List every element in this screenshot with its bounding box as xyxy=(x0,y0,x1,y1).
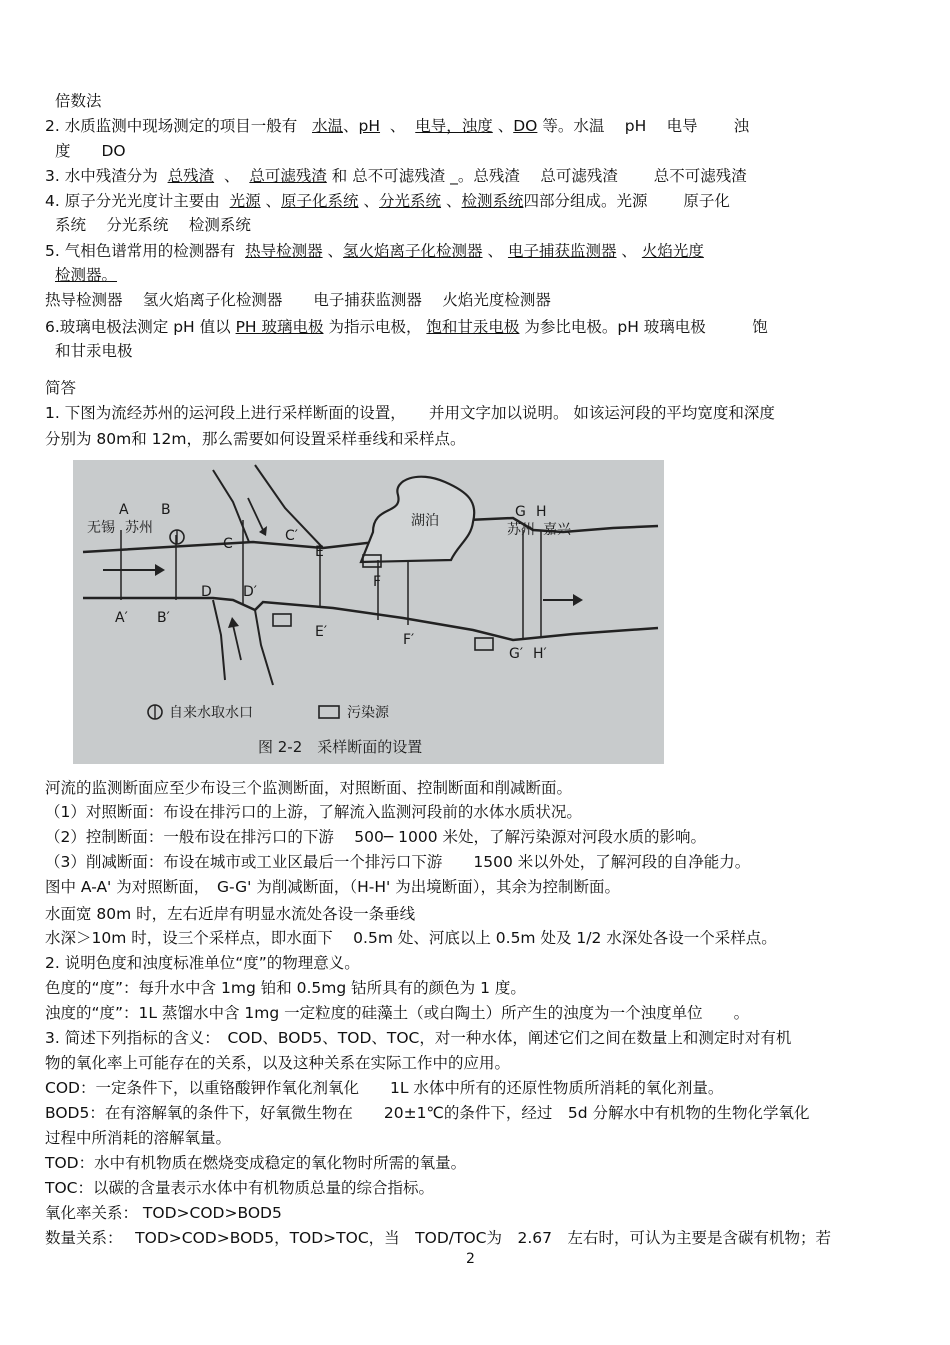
text-line: 图中 A-A' 为对照断面， G-G' 为削减断面，（H-H' 为出境断面），其余为控制断面。 xyxy=(45,878,620,896)
text-line: 物的氧化率上可能存在的关系，以及这种关系在实际工作中的应用。 xyxy=(45,1054,511,1072)
section-heading: 简答 xyxy=(45,379,77,397)
svg-text:D: D xyxy=(201,584,212,600)
question-5-gc-detectors: 5. 气相色谱常用的检测器有 热导检测器 、氢火焰离子化检测器 、 电子捕获监测器 、 火焰光度 xyxy=(45,242,704,260)
answer-blank: 总可滤残渣 xyxy=(249,167,327,185)
answer-blank: 分光系统 xyxy=(379,192,442,210)
sampling-section-figure xyxy=(73,460,664,764)
question-2-field-tests: 2. 水质监测中现场测定的项目一般有 水温、pH 、 电导，浊度 、DO 等。水温 pH 电导 浊 xyxy=(45,117,750,135)
svg-text:H′: H′ xyxy=(533,646,547,662)
answer-blank: DO xyxy=(513,117,538,135)
page-number: 2 xyxy=(466,1251,475,1267)
text-line: 数量关系： TOD>COD>BOD5，TOD>TOC，当 TOD/TOC为 2.67 左右时，可认为主要是含碳有机物；若 xyxy=(45,1229,831,1247)
text-line: 度 DO xyxy=(55,142,126,160)
answer-blank: 检测系统 xyxy=(461,192,524,210)
answer-blank: pH xyxy=(358,117,381,135)
svg-text:B′: B′ xyxy=(157,610,170,626)
svg-text:A′: A′ xyxy=(115,610,128,626)
river-diagram xyxy=(73,460,664,764)
text-line: （2）控制断面：一般布设在排污口的下游 500─ 1000 米处，了解污染源对河段水质的影响。 xyxy=(45,828,707,846)
text-line: 3. 简述下列指标的含义： COD、BOD5、TOD、TOC，对一种水体，阐述它们之间在数量上和测定时对有机 xyxy=(45,1029,792,1047)
svg-text:E: E xyxy=(315,544,324,560)
answer-blank: 饱和甘汞电极 xyxy=(426,318,520,336)
svg-text:无锡: 无锡 xyxy=(87,520,115,536)
svg-text:B: B xyxy=(161,502,171,518)
text-line: TOD：水中有机物质在燃烧变成稳定的氧化物时所需的氧量。 xyxy=(45,1154,467,1172)
svg-text:F: F xyxy=(373,574,382,590)
question-3-residue: 3. 水中残渣分为 总残渣 、 总可滤残渣 和 总不可滤残渣 _。总残渣 总可滤残渣 总不可滤残渣 xyxy=(45,167,747,185)
text-line: 水深＞10m 时，设三个采样点，即水面下 0.5m 处、河底以上 0.5m 处及 1/2 水深处各设一个采样点。 xyxy=(45,929,777,947)
text-line: 色度的“度”：每升水中含 1mg 铂和 0.5mg 钴所具有的颜色为 1 度。 xyxy=(45,979,526,997)
svg-text:嘉兴: 嘉兴 xyxy=(543,522,571,538)
svg-text:F′: F′ xyxy=(403,632,415,648)
svg-text:C′: C′ xyxy=(285,528,298,544)
answer-blank: 电子捕获监测器 xyxy=(507,242,617,260)
svg-text:污染源: 污染源 xyxy=(347,705,389,721)
answer-blank: 火焰光度 xyxy=(641,242,704,260)
text-line: （1）对照断面：布设在排污口的上游，了解流入监测河段前的水体水质状况。 xyxy=(45,803,582,821)
text-line: 和甘汞电极 xyxy=(55,342,133,360)
svg-text:湖泊: 湖泊 xyxy=(411,513,439,529)
text-line: 倍数法 xyxy=(55,92,102,110)
text-line: TOC：以碳的含量表示水体中有机物质总量的综合指标。 xyxy=(45,1179,434,1197)
text-line: 1. 下图为流经苏州的运河段上进行采样断面的设置， 并用文字加以说明。 如该运河段的平均宽度和深度 xyxy=(45,404,775,422)
svg-text:C: C xyxy=(223,536,233,552)
answer-blank: 总残渣 xyxy=(167,167,215,185)
text-line: COD：一定条件下，以重铬酸钾作氧化剂氧化 1L 水体中所有的还原性物质所消耗的氧化剂量。 xyxy=(45,1079,724,1097)
question-6-electrodes: 6.玻璃电极法测定 pH 值以 PH 玻璃电极 为指示电极， 饱和甘汞电极 为参比电极。pH 玻璃电极 饱 xyxy=(45,318,768,336)
text-line: 过程中所消耗的溶解氧量。 xyxy=(45,1129,232,1147)
svg-text:苏州: 苏州 xyxy=(507,522,535,538)
text-line: 检测器。 xyxy=(55,266,118,284)
svg-text:图 2-2 采样断面的设置: 图 2-2 采样断面的设置 xyxy=(258,738,423,756)
svg-text:G′: G′ xyxy=(509,646,524,662)
text-line: （3）削减断面：布设在城市或工业区最后一个排污口下游 1500 米以外处，了解河段的自净能力。 xyxy=(45,853,751,871)
text-line: 2. 说明色度和浊度标准单位“度”的物理意义。 xyxy=(45,954,360,972)
text-line: 河流的监测断面应至少布设三个监测断面，对照断面、控制断面和削减断面。 xyxy=(45,779,573,797)
answer-blank: 水温 xyxy=(312,117,344,135)
text-line: 系统 分光系统 检测系统 xyxy=(55,216,251,234)
svg-text:E′: E′ xyxy=(315,624,328,640)
text-line: 热导检测器 氢火焰离子化检测器 电子捕获监测器 火焰光度检测器 xyxy=(45,291,551,309)
svg-text:自来水取水口: 自来水取水口 xyxy=(169,705,253,721)
answer-blank: PH 玻璃电极 xyxy=(235,318,324,336)
text-line: BOD5：在有溶解氧的条件下，好氧微生物在 20±1℃的条件下，经过 5d 分解水中有机物的生物化学氧化 xyxy=(45,1104,810,1122)
svg-text:G: G xyxy=(515,504,526,520)
text-line: 浊度的“度”：1L 蒸馏水中含 1mg 一定粒度的硅藻土（或白陶土）所产生的浊度为一个浊度单位 。 xyxy=(45,1004,750,1022)
text-line: 氧化率关系： TOD>COD>BOD5 xyxy=(45,1204,282,1222)
answer-blank: 电导，浊度 xyxy=(415,117,493,135)
svg-text:A: A xyxy=(119,502,129,518)
answer-blank: 氢火焰离子化检测器 xyxy=(343,242,483,260)
text-line: 水面宽 80m 时，左右近岸有明显水流处各设一条垂线 xyxy=(45,905,416,923)
answer-blank: 原子化系统 xyxy=(281,192,359,210)
answer-blank: 热导检测器 xyxy=(245,242,323,260)
question-4-aas: 4. 原子分光光度计主要由 光源 、原子化系统 、分光系统 、检测系统四部分组成。光源 原子化 xyxy=(45,192,730,210)
answer-blank: 光源 xyxy=(229,192,261,210)
svg-text:H: H xyxy=(536,504,547,520)
text-line: 分别为 80m和 12m，那么需要如何设置采样垂线和采样点。 xyxy=(45,430,466,448)
svg-text:苏州: 苏州 xyxy=(125,520,153,536)
svg-text:D′: D′ xyxy=(243,584,257,600)
